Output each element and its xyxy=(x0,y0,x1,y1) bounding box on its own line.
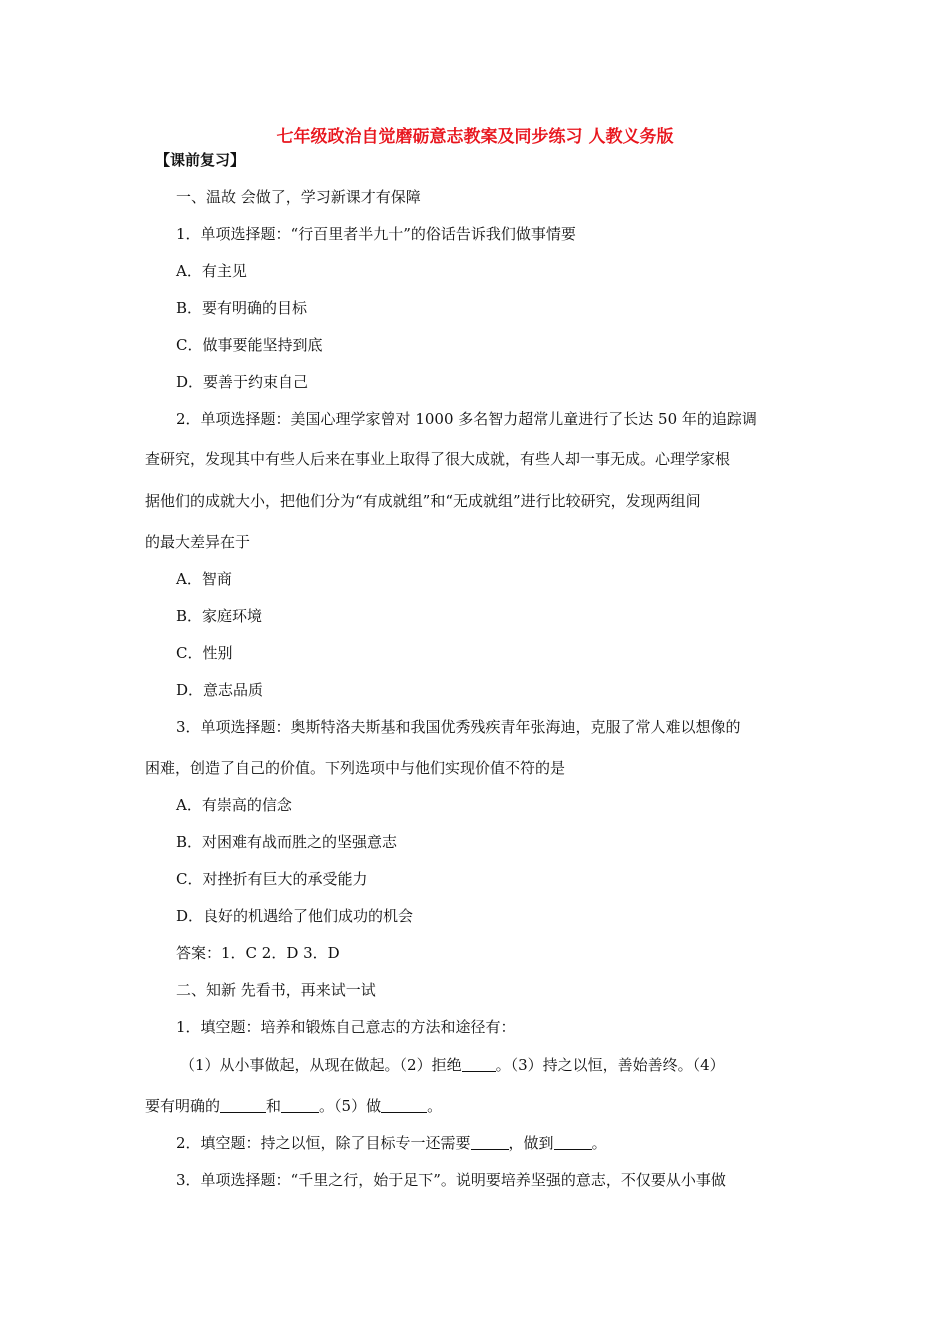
fill1-text-a: （1）从小事做起，从现在做起。（2）拒绝 xyxy=(180,1056,462,1074)
part2-heading: 二、知新 先看书，再来试一试 xyxy=(176,981,376,999)
fill1-text-f: 。 xyxy=(427,1097,443,1115)
q3-option-a: A．有崇高的信念 xyxy=(176,796,292,814)
fill1-text-c: 要有明确的 xyxy=(145,1097,221,1115)
q3-stem-line1: 3．单项选择题：奥斯特洛夫斯基和我国优秀残疾青年张海迪，克服了常人难以想像的 xyxy=(176,718,741,736)
q4-stem-line1: 3．单项选择题：“千里之行，始于足下”。说明要培养坚强的意志，不仅要从小事做 xyxy=(176,1171,726,1189)
part1-heading: 一、温故 会做了，学习新课才有保障 xyxy=(176,188,421,206)
fill1-line2 xyxy=(145,1095,442,1117)
q3-option-b: B．对困难有战而胜之的坚强意志 xyxy=(176,833,398,851)
q2-stem-line3: 据他们的成就大小，把他们分为“有成就组”和“无成就组”进行比较研究，发现两组间 xyxy=(145,492,701,510)
fill2-text-c: 。 xyxy=(591,1134,607,1152)
fill-blank[interactable] xyxy=(462,1055,496,1072)
fill2-text-b: ，做到 xyxy=(508,1134,554,1152)
q2-stem-line4: 的最大差异在于 xyxy=(145,533,251,551)
fill2-line xyxy=(176,1132,607,1154)
q2-stem-line2: 查研究，发现其中有些人后来在事业上取得了很大成就，有些人却一事无成。心理学家根 xyxy=(145,450,731,468)
q2-option-b: B．家庭环境 xyxy=(176,607,263,625)
fill1-text-e: 。（5）做 xyxy=(319,1097,382,1115)
q2-stem-line1: 2．单项选择题：美国心理学家曾对 1000 多名智力超常儿童进行了长达 50 年的追踪调 xyxy=(176,410,757,428)
q2-option-c: C．性别 xyxy=(176,644,233,662)
q1-option-a: A．有主见 xyxy=(176,262,247,280)
fill1-line1 xyxy=(180,1054,725,1076)
q3-option-c: C．对挫折有巨大的承受能力 xyxy=(176,870,368,888)
fill1-stem: 1．填空题：培养和锻炼自己意志的方法和途径有： xyxy=(176,1018,516,1036)
q2-option-d: D．意志品质 xyxy=(176,681,264,699)
fill1-text-b: 。（3）持之以恒，善始善终。（4） xyxy=(495,1056,725,1074)
q2-option-a: A．智商 xyxy=(176,570,232,588)
document-title: 七年级政治自觉磨砺意志教案及同步练习 人教义务版 xyxy=(276,127,674,147)
fill-blank[interactable] xyxy=(554,1133,592,1150)
fill2-text-a: 2．填空题：持之以恒，除了目标专一还需要 xyxy=(176,1134,471,1152)
q3-stem-line2: 困难，创造了自己的价值。下列选项中与他们实现价值不符的是 xyxy=(145,759,566,777)
q1-stem: 1．单项选择题：“行百里者半九十”的俗话告诉我们做事情要 xyxy=(176,225,576,243)
fill-blank[interactable] xyxy=(281,1096,319,1113)
q1-option-b: B．要有明确的目标 xyxy=(176,299,308,317)
section-heading: 【课前复习】 xyxy=(155,151,246,169)
q1-option-c: C．做事要能坚持到底 xyxy=(176,336,323,354)
fill1-text-d: 和 xyxy=(266,1097,282,1115)
q3-option-d: D．良好的机遇给了他们成功的机会 xyxy=(176,907,414,925)
fill-blank[interactable] xyxy=(220,1096,266,1113)
answer-key: 答案：1．C 2．D 3．D xyxy=(176,944,340,962)
fill-blank[interactable] xyxy=(381,1096,427,1113)
fill-blank[interactable] xyxy=(471,1133,509,1150)
q1-option-d: D．要善于约束自己 xyxy=(176,373,309,391)
